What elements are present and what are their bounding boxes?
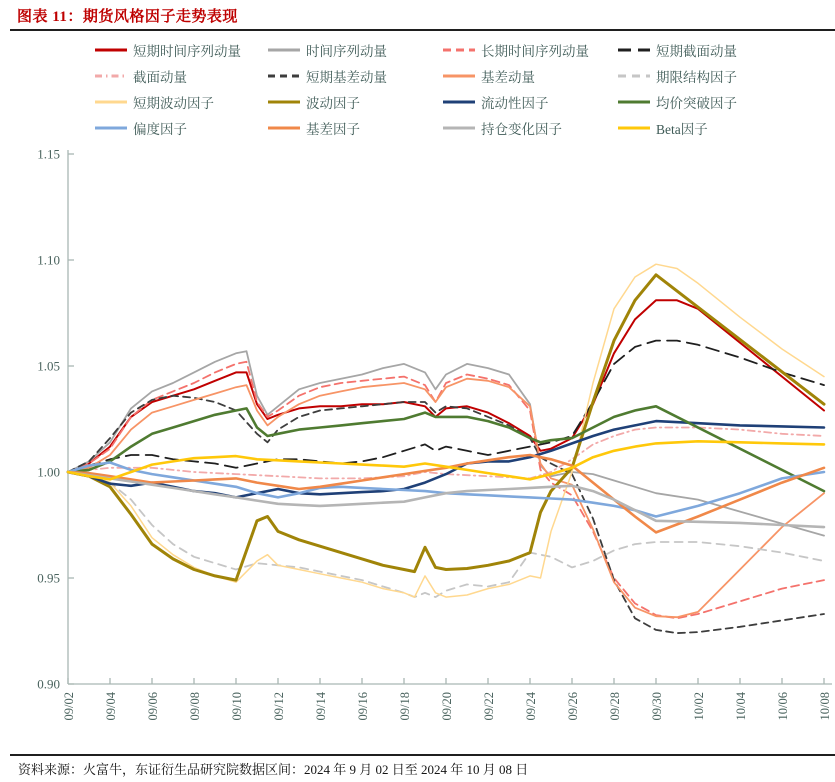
x-tick-label: 09/04 [104, 692, 118, 721]
x-tick-label: 09/18 [398, 692, 412, 721]
series-lines [68, 264, 824, 633]
x-tick-label: 09/12 [272, 692, 286, 721]
x-tick-label: 10/06 [776, 692, 790, 721]
legend-label: 偏度因子 [133, 122, 187, 137]
x-tick-label: 09/08 [188, 692, 202, 721]
legend-label: 时间序列动量 [306, 44, 387, 59]
x-tick-label: 09/24 [524, 692, 538, 721]
legend-label: 期限结构因子 [656, 70, 737, 85]
x-tick-label: 09/20 [440, 692, 454, 721]
y-tick-label: 0.95 [37, 570, 60, 586]
legend-label: 截面动量 [133, 70, 187, 85]
x-tick-label: 10/04 [734, 692, 748, 721]
x-tick-label: 10/08 [818, 692, 832, 721]
y-tick-label: 1.05 [37, 358, 60, 374]
y-tick-label: 1.00 [37, 464, 60, 480]
y-tick-label: 0.90 [37, 676, 60, 692]
x-tick-label: 09/30 [650, 692, 664, 721]
legend-label: 基差因子 [306, 122, 360, 137]
legend-label: 基差动量 [481, 70, 535, 85]
series-基差动量 [68, 379, 824, 618]
legend-label: 均价突破因子 [656, 96, 737, 111]
legend-label: 短期波动因子 [133, 96, 214, 111]
legend-label: 短期基差动量 [306, 70, 387, 85]
chart-title: 图表 11：期货风格因子走势表现 [17, 9, 238, 25]
source-note: 资料来源：火富牛，东证衍生品研究院数据区间：2024 年 9 月 02 日至 2024 年 10 月 08 日 [18, 762, 529, 777]
series-短期波动因子 [68, 264, 824, 597]
y-tick-label: 1.10 [37, 252, 60, 268]
x-tick-label: 09/06 [146, 692, 160, 721]
footer-divider [10, 754, 835, 756]
series-时间序列动量 [68, 351, 824, 535]
y-tick-label: 1.15 [37, 146, 60, 162]
x-tick-label: 09/16 [356, 692, 370, 721]
legend-label: 流动性因子 [481, 96, 549, 111]
legend-label: 长期时间序列动量 [481, 44, 589, 59]
x-tick-label: 09/28 [608, 692, 622, 721]
legend-label: 短期时间序列动量 [133, 44, 241, 59]
legend-label: 短期截面动量 [656, 44, 737, 59]
legend-label: 持仓变化因子 [481, 122, 562, 137]
x-tick-label: 09/14 [314, 692, 328, 721]
legend-label: 波动因子 [306, 96, 360, 111]
x-tick-label: 09/02 [62, 692, 76, 721]
x-tick-label: 10/02 [692, 692, 706, 721]
x-tick-label: 09/10 [230, 692, 244, 721]
x-tick-label: 09/22 [482, 692, 496, 721]
x-tick-label: 09/26 [566, 692, 580, 721]
legend-label: Beta因子 [656, 122, 708, 137]
series-期限结构因子 [68, 472, 824, 597]
